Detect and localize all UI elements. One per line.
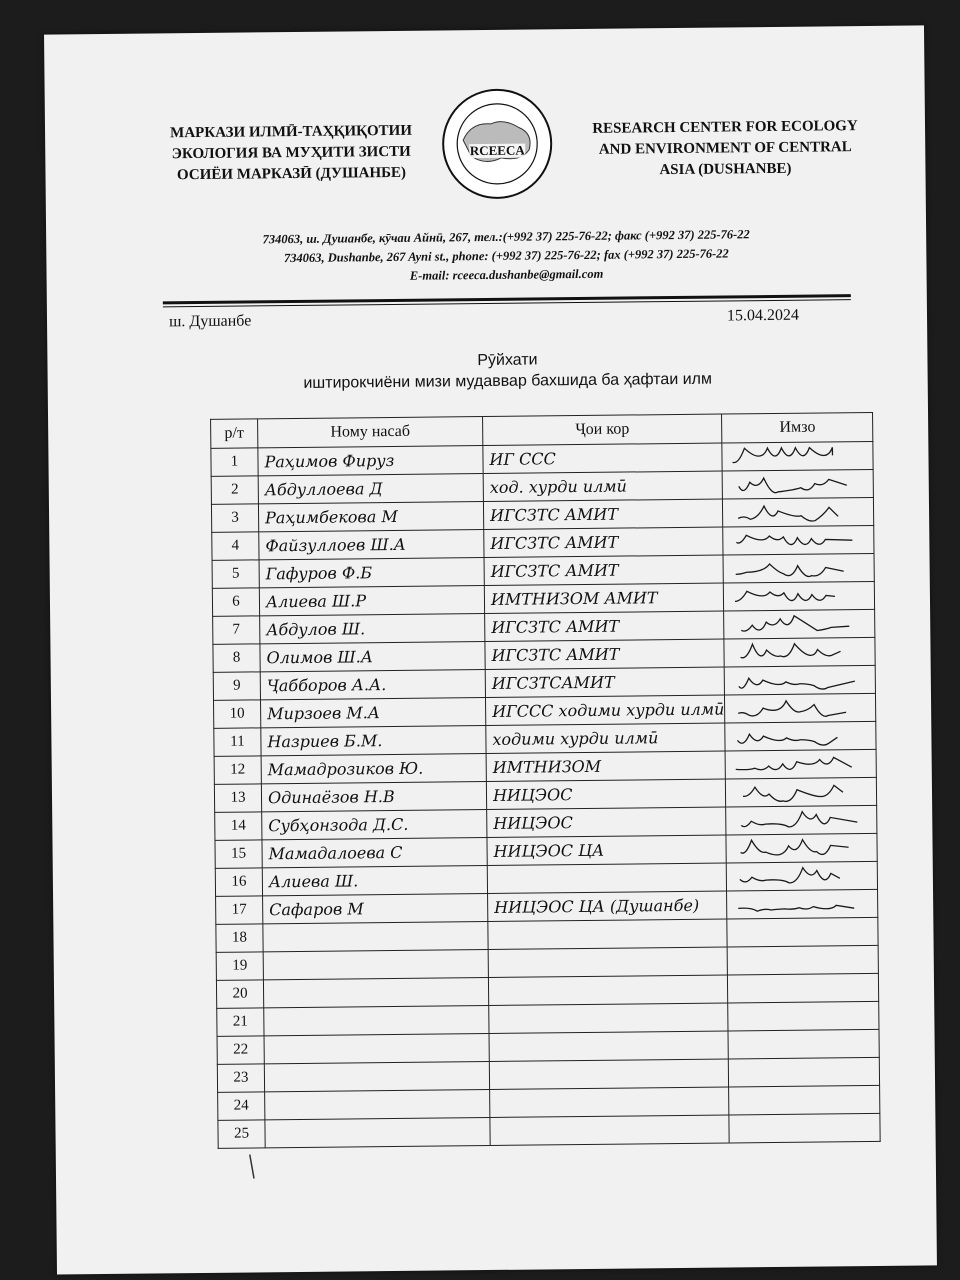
svg-text:RCEECA: RCEECA (469, 142, 525, 159)
workplace: НИЦЭОС (486, 779, 726, 810)
address-english: 734063, Dushanbe, 267 Ayni st., phone: (+992 37) 225-76-22; fax (+992 37) 225-76-22 (283, 246, 729, 266)
participant-name: Гафуров Ф.Б (259, 558, 484, 588)
row-number: 23 (217, 1064, 264, 1092)
org-name-line: ОСИЁИ МАРКАЗӢ (ДУШАНБЕ) (176, 164, 407, 184)
signature-cell (723, 497, 874, 527)
signature-scribble (726, 778, 876, 806)
signature-scribble (727, 862, 877, 890)
workplace (489, 1059, 729, 1090)
signature-scribble (725, 666, 875, 694)
signature-cell (728, 973, 879, 1003)
signature-scribble (727, 890, 877, 918)
workplace (489, 1003, 729, 1034)
participant-name (263, 922, 488, 952)
participant-name (265, 1089, 490, 1119)
signature-cell (728, 1001, 879, 1031)
workplace: ИГСЗТС АМИТ (483, 499, 723, 530)
signature-cell (723, 525, 874, 555)
workplace: НИЦЭОС ЦА (487, 835, 727, 866)
row-number: 22 (217, 1036, 264, 1064)
workplace (490, 1087, 730, 1118)
workplace: ИГ ССС (483, 443, 723, 474)
signature-cell (728, 1029, 879, 1059)
org-name-line: МАРКАЗИ ИЛМӢ-ТАҲҚИҚОТИИ (170, 122, 413, 142)
participant-name: Алиева Ш. (262, 866, 487, 896)
signature-cell (725, 693, 876, 723)
signature-scribble (724, 610, 874, 638)
signature-scribble (723, 470, 873, 498)
signature-cell (722, 469, 873, 499)
row-number: 19 (216, 952, 263, 980)
signature-cell (723, 553, 874, 583)
row-number: 10 (214, 700, 261, 728)
participant-name: Раҳимов Фируз (258, 446, 483, 476)
row-number: 1 (211, 448, 258, 476)
row-number: 15 (215, 840, 262, 868)
row-number: 11 (214, 728, 261, 756)
participant-name: Субҳонзода Д.С. (262, 810, 487, 840)
signature-cell (724, 665, 875, 695)
participant-name: Мирзоев М.А (261, 698, 486, 728)
workplace (487, 863, 727, 894)
workplace: ходими хурди илмӣ (486, 723, 726, 754)
participant-name (265, 1117, 490, 1147)
row-number: 13 (214, 784, 261, 812)
signature-cell (729, 1057, 880, 1087)
signature-scribble (723, 498, 873, 526)
date: 15.04.2024 (726, 306, 800, 325)
signature-cell (724, 581, 875, 611)
org-name-line: ASIA (DUSHANBE) (659, 160, 792, 179)
signature-scribble (723, 442, 873, 470)
signature-scribble (726, 806, 876, 834)
row-number: 21 (217, 1008, 264, 1036)
participant-name: Алиева Ш.Р (259, 586, 484, 616)
signature-cell (725, 749, 876, 779)
participant-name: Мамадалоева С (262, 838, 487, 868)
row-number: 20 (216, 980, 263, 1008)
signature-cell (727, 861, 878, 891)
signature-cell (724, 609, 875, 639)
pen-mark (248, 1152, 256, 1182)
org-name-line: AND ENVIRONMENT OF CENTRAL (598, 139, 852, 158)
row-number: 14 (215, 812, 262, 840)
column-header: р/т (211, 419, 258, 448)
participant-name: Мамадрозиков Ю. (261, 754, 486, 784)
title-line: Рӯйхати (477, 351, 538, 370)
participant-name (263, 950, 488, 980)
participants-table (210, 412, 881, 1149)
row-number: 16 (215, 868, 262, 896)
signature-cell (729, 1113, 880, 1143)
column-header: Ному насаб (258, 417, 483, 448)
signature-cell (727, 945, 878, 975)
participant-name: Сафаров М (263, 894, 488, 924)
column-header: Имзо (722, 412, 873, 443)
row-number: 6 (212, 588, 259, 616)
row-number: 7 (213, 616, 260, 644)
row-number: 5 (212, 560, 259, 588)
workplace: ИГСЗТСАМИТ (485, 667, 725, 698)
signature-scribble (725, 694, 875, 722)
org-name-tajik (151, 121, 432, 187)
row-number: 25 (218, 1120, 265, 1148)
workplace (490, 1115, 730, 1146)
signature-cell (724, 637, 875, 667)
row-number: 18 (216, 924, 263, 952)
participant-name (264, 1006, 489, 1036)
signature-cell (726, 805, 877, 835)
title-line: иштирокчиёни мизи мудаввар бахшида ба ҳафтаи илм (303, 370, 713, 392)
signature-cell (722, 441, 873, 471)
signature-scribble (723, 526, 873, 554)
workplace: ИГСЗТС АМИТ (485, 639, 725, 670)
workplace: НИЦЭОС ЦА (Душанбе) (488, 891, 728, 922)
participant-name (263, 978, 488, 1008)
document-page (44, 25, 937, 1274)
row-number: 12 (214, 756, 261, 784)
contact-block (166, 224, 847, 288)
org-name-english (575, 116, 876, 182)
workplace (488, 919, 728, 950)
row-number: 9 (213, 672, 260, 700)
email: E-mail: rceeca.dushanbe@gmail.com (409, 266, 604, 283)
row-number: 2 (211, 476, 258, 504)
signature-cell (726, 777, 877, 807)
document-title (197, 347, 817, 395)
participant-name: Одинаёзов Н.В (261, 782, 486, 812)
signature-cell (729, 1085, 880, 1115)
row-number: 3 (211, 504, 258, 532)
participant-name: Раҳимбекова М (258, 502, 483, 532)
participant-name: Абдулов Ш. (260, 614, 485, 644)
signature-scribble (724, 554, 874, 582)
signature-scribble (726, 722, 876, 750)
participant-name: Олимов Ш.А (260, 642, 485, 672)
table-body (211, 441, 881, 1148)
workplace (488, 947, 728, 978)
workplace: ИГСЗТС АМИТ (485, 611, 725, 642)
workplace: ИГСЗТС АМИТ (484, 555, 724, 586)
signature-cell (726, 833, 877, 863)
workplace: ИМТНИЗОМ АМИТ (484, 583, 724, 614)
row-number: 4 (212, 532, 259, 560)
signature-scribble (727, 834, 877, 862)
org-name-line: ЭКОЛОГИЯ ВА МУҲИТИ ЗИСТИ (171, 143, 411, 163)
signature-cell (727, 917, 878, 947)
participant-name: Назриев Б.М. (261, 726, 486, 756)
workplace: ход. хурди илмӣ (483, 471, 723, 502)
workplace: ИГСЗТС АМИТ (484, 527, 724, 558)
row-number: 8 (213, 644, 260, 672)
workplace: ИГССС ходими хурди илмӣ (485, 695, 725, 726)
signature-scribble (726, 750, 876, 778)
workplace (488, 975, 728, 1006)
participant-name (264, 1034, 489, 1064)
column-header: Ҷои кор (483, 414, 723, 446)
workplace (489, 1031, 729, 1062)
participant-name (264, 1062, 489, 1092)
city: ш. Душанбе (168, 312, 252, 331)
workplace: НИЦЭОС (487, 807, 727, 838)
signature-cell (727, 889, 878, 919)
participant-name: Файзуллоев Ш.А (259, 530, 484, 560)
signature-cell (725, 721, 876, 751)
row-number: 24 (218, 1092, 265, 1120)
workplace: ИМТНИЗОМ (486, 751, 726, 782)
participant-name: Ҷабборов А.А. (260, 670, 485, 700)
signature-scribble (725, 638, 875, 666)
org-name-line: RESEARCH CENTER FOR ECOLOGY (592, 118, 858, 137)
participant-name: Абдуллоева Д (258, 474, 483, 504)
address-tajik: 734063, ш. Душанбе, кӯчаи Айнӣ, 267, тел.:(+992 37) 225-76-22; факс (+992 37) 225-76-22 (262, 227, 750, 247)
table-row (218, 1113, 881, 1148)
row-number: 17 (216, 896, 263, 924)
rceeca-logo (441, 87, 554, 200)
signature-scribble (724, 582, 874, 610)
